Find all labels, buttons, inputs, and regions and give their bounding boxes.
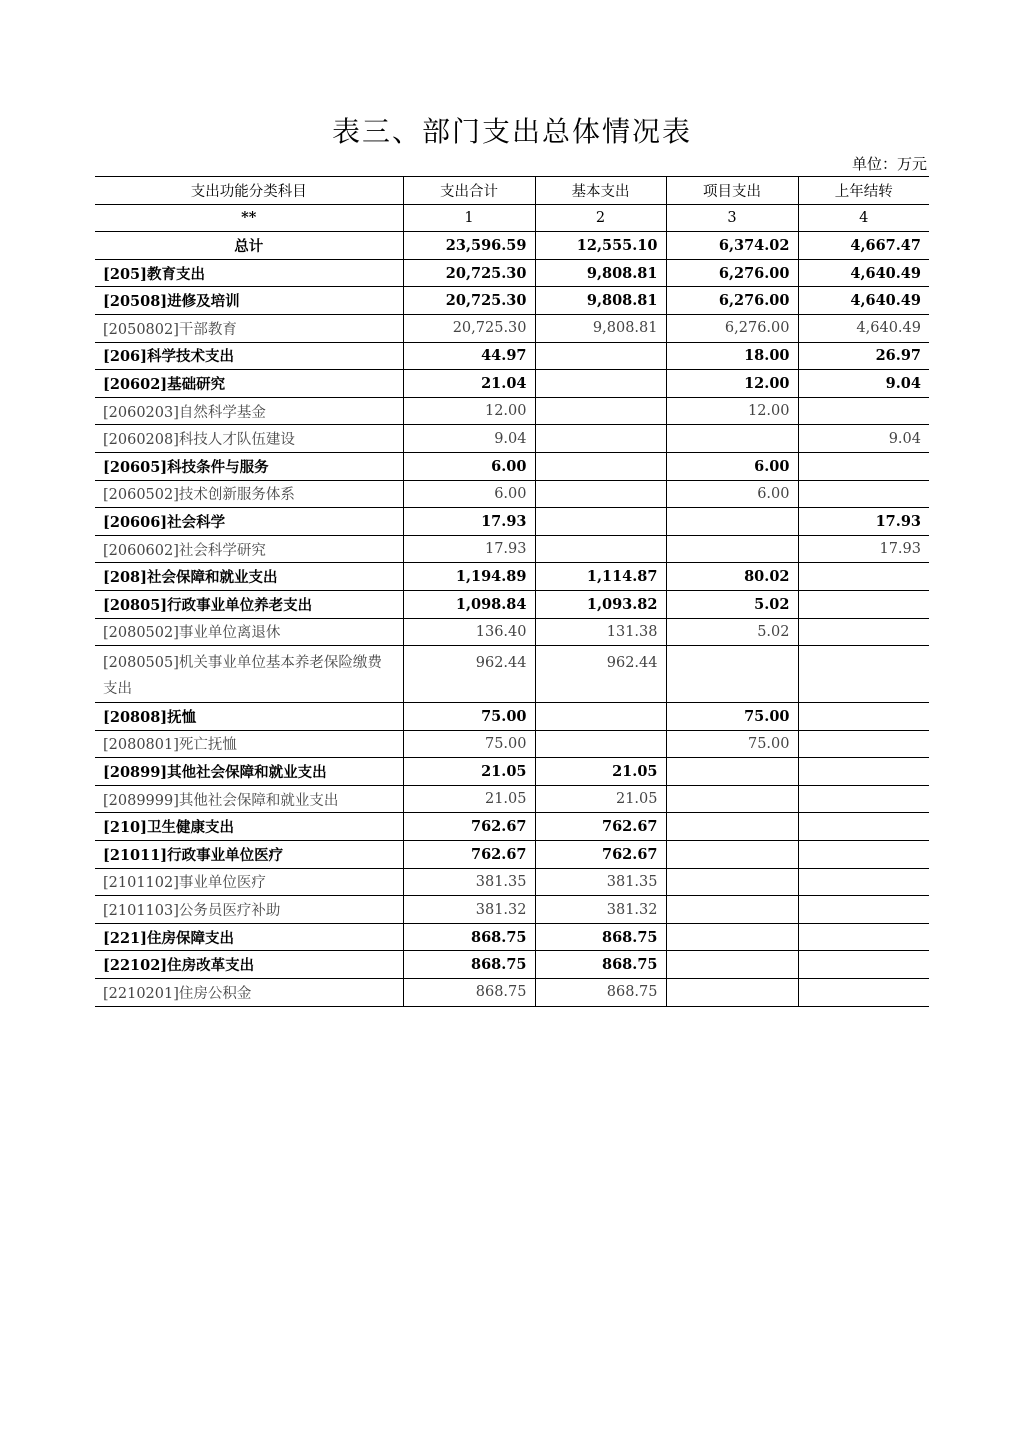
carryover-cell: 4,640.49 [798,287,929,315]
basic-cell: 21.05 [535,785,666,813]
carryover-cell [798,590,929,618]
table-row [95,758,929,786]
table-row [95,618,929,646]
project-cell: 80.02 [666,563,798,591]
basic-cell [535,370,666,398]
carryover-cell [798,618,929,646]
basic-cell: 9,808.81 [535,314,666,342]
project-cell [666,508,798,536]
category-cell: [2080801]死亡抚恤 [95,730,403,758]
total-cell: 762.67 [403,841,535,869]
header-project: 项目支出 [666,177,798,205]
basic-cell [535,703,666,731]
table-row [95,314,929,342]
category-cell: [22102]住房改革支出 [95,951,403,979]
category-cell: [206]科学技术支出 [95,342,403,370]
category-cell: [2060502]技术创新服务体系 [95,480,403,508]
basic-cell [535,508,666,536]
project-cell [666,896,798,924]
carryover-cell [798,563,929,591]
carryover-cell [798,397,929,425]
carryover-cell [798,452,929,480]
category-cell: [2060602]社会科学研究 [95,535,403,563]
table-row [95,785,929,813]
total-cell: 75.00 [403,703,535,731]
project-cell: 6,374.02 [666,232,798,260]
basic-cell [535,535,666,563]
total-cell: 44.97 [403,342,535,370]
category-cell: [20602]基础研究 [95,370,403,398]
carryover-cell [798,785,929,813]
project-cell [666,646,798,703]
carryover-cell [798,979,929,1007]
table-row [95,259,929,287]
total-cell: 136.40 [403,618,535,646]
project-cell [666,535,798,563]
basic-cell [535,342,666,370]
project-cell [666,758,798,786]
basic-cell [535,397,666,425]
project-cell: 18.00 [666,342,798,370]
table-row [95,868,929,896]
table-row [95,590,929,618]
basic-cell [535,425,666,453]
category-cell: [2101103]公务员医疗补助 [95,896,403,924]
project-cell: 6,276.00 [666,287,798,315]
category-cell: [2080502]事业单位离退休 [95,618,403,646]
category-cell: [20605]科技条件与服务 [95,452,403,480]
table-row [95,535,929,563]
project-cell: 12.00 [666,370,798,398]
carryover-cell [798,703,929,731]
project-cell: 12.00 [666,397,798,425]
table-row [95,425,929,453]
carryover-cell: 4,640.49 [798,314,929,342]
total-cell: 20,725.30 [403,259,535,287]
category-cell: [2060203]自然科学基金 [95,397,403,425]
category-cell: [21011]行政事业单位医疗 [95,841,403,869]
project-cell: 5.02 [666,590,798,618]
basic-cell: 1,093.82 [535,590,666,618]
project-cell: 75.00 [666,730,798,758]
total-cell: 12.00 [403,397,535,425]
carryover-cell: 17.93 [798,535,929,563]
total-cell: 75.00 [403,730,535,758]
total-cell: 23,596.59 [403,232,535,260]
header-category: 支出功能分类科目 [95,177,403,205]
total-cell: 762.67 [403,813,535,841]
project-cell: 6.00 [666,480,798,508]
category-cell: [210]卫生健康支出 [95,813,403,841]
category-cell: [20808]抚恤 [95,703,403,731]
total-cell: 962.44 [403,646,535,703]
total-cell: 20,725.30 [403,314,535,342]
category-cell: [20805]行政事业单位养老支出 [95,590,403,618]
carryover-cell: 9.04 [798,425,929,453]
carryover-cell: 4,667.47 [798,232,929,260]
project-cell: 75.00 [666,703,798,731]
total-cell: 1,098.84 [403,590,535,618]
category-cell: [2080505]机关事业单位基本养老保险缴费支出 [95,646,403,703]
basic-cell [535,730,666,758]
index-cell: 1 [403,204,535,232]
carryover-cell [798,923,929,951]
total-cell: 21.05 [403,785,535,813]
carryover-cell: 4,640.49 [798,259,929,287]
basic-cell: 12,555.10 [535,232,666,260]
total-cell: 9.04 [403,425,535,453]
table-row [95,646,929,703]
header-carryover: 上年结转 [798,177,929,205]
basic-cell: 9,808.81 [535,287,666,315]
total-cell: 6.00 [403,480,535,508]
basic-cell: 131.38 [535,618,666,646]
basic-cell: 868.75 [535,951,666,979]
header-basic: 基本支出 [535,177,666,205]
project-cell [666,813,798,841]
project-cell [666,425,798,453]
carryover-cell [798,758,929,786]
table-row [95,841,929,869]
table-row [95,342,929,370]
total-cell: 381.32 [403,896,535,924]
project-cell: 6.00 [666,452,798,480]
index-cell: 4 [798,204,929,232]
carryover-cell [798,896,929,924]
category-cell: [2050802]干部教育 [95,314,403,342]
table-row [95,397,929,425]
page-title: 表三、部门支出总体情况表 [331,115,692,148]
expenditure-table [95,176,929,1007]
total-cell: 6.00 [403,452,535,480]
category-cell: [221]住房保障支出 [95,923,403,951]
basic-cell: 21.05 [535,758,666,786]
project-cell: 6,276.00 [666,259,798,287]
basic-cell: 381.35 [535,868,666,896]
carryover-cell: 17.93 [798,508,929,536]
basic-cell [535,452,666,480]
total-cell: 868.75 [403,951,535,979]
carryover-cell: 9.04 [798,370,929,398]
table-row [95,896,929,924]
table-row [95,452,929,480]
basic-cell: 762.67 [535,813,666,841]
category-cell: [208]社会保障和就业支出 [95,563,403,591]
project-cell [666,951,798,979]
index-cell: ** [95,204,403,232]
category-cell: [205]教育支出 [95,259,403,287]
index-cell: 3 [666,204,798,232]
project-cell [666,923,798,951]
table-row [95,703,929,731]
category-cell: [20899]其他社会保障和就业支出 [95,758,403,786]
table-row [95,370,929,398]
category-cell: 总计 [95,232,403,260]
table-row [95,951,929,979]
category-cell: [2060208]科技人才队伍建设 [95,425,403,453]
category-cell: [20508]进修及培训 [95,287,403,315]
total-cell: 21.05 [403,758,535,786]
total-cell: 381.35 [403,868,535,896]
project-cell [666,841,798,869]
total-cell: 20,725.30 [403,287,535,315]
basic-cell: 962.44 [535,646,666,703]
category-cell: [2101102]事业单位医疗 [95,868,403,896]
table-row [95,480,929,508]
table-row [95,232,929,260]
basic-cell: 9,808.81 [535,259,666,287]
project-cell [666,979,798,1007]
table-row [95,563,929,591]
table-row [95,813,929,841]
header-row [95,177,929,205]
basic-cell: 381.32 [535,896,666,924]
basic-cell: 1,114.87 [535,563,666,591]
total-cell: 1,194.89 [403,563,535,591]
project-cell: 5.02 [666,618,798,646]
basic-cell [535,480,666,508]
total-cell: 868.75 [403,923,535,951]
project-cell: 6,276.00 [666,314,798,342]
total-cell: 17.93 [403,508,535,536]
total-cell: 21.04 [403,370,535,398]
carryover-cell [798,868,929,896]
carryover-cell [798,951,929,979]
table-row [95,923,929,951]
carryover-cell [798,480,929,508]
table-row [95,508,929,536]
carryover-cell: 26.97 [798,342,929,370]
table-row [95,730,929,758]
unit-label: 单位：万元 [851,155,927,173]
category-cell: [2089999]其他社会保障和就业支出 [95,785,403,813]
carryover-cell [798,646,929,703]
basic-cell: 868.75 [535,923,666,951]
header-total: 支出合计 [403,177,535,205]
basic-cell: 762.67 [535,841,666,869]
carryover-cell [798,730,929,758]
index-cell: 2 [535,204,666,232]
project-cell [666,785,798,813]
table-row [95,979,929,1007]
carryover-cell [798,841,929,869]
index-row [95,204,929,232]
carryover-cell [798,813,929,841]
category-cell: [2210201]住房公积金 [95,979,403,1007]
category-cell: [20606]社会科学 [95,508,403,536]
total-cell: 17.93 [403,535,535,563]
total-cell: 868.75 [403,979,535,1007]
basic-cell: 868.75 [535,979,666,1007]
table-row [95,287,929,315]
project-cell [666,868,798,896]
